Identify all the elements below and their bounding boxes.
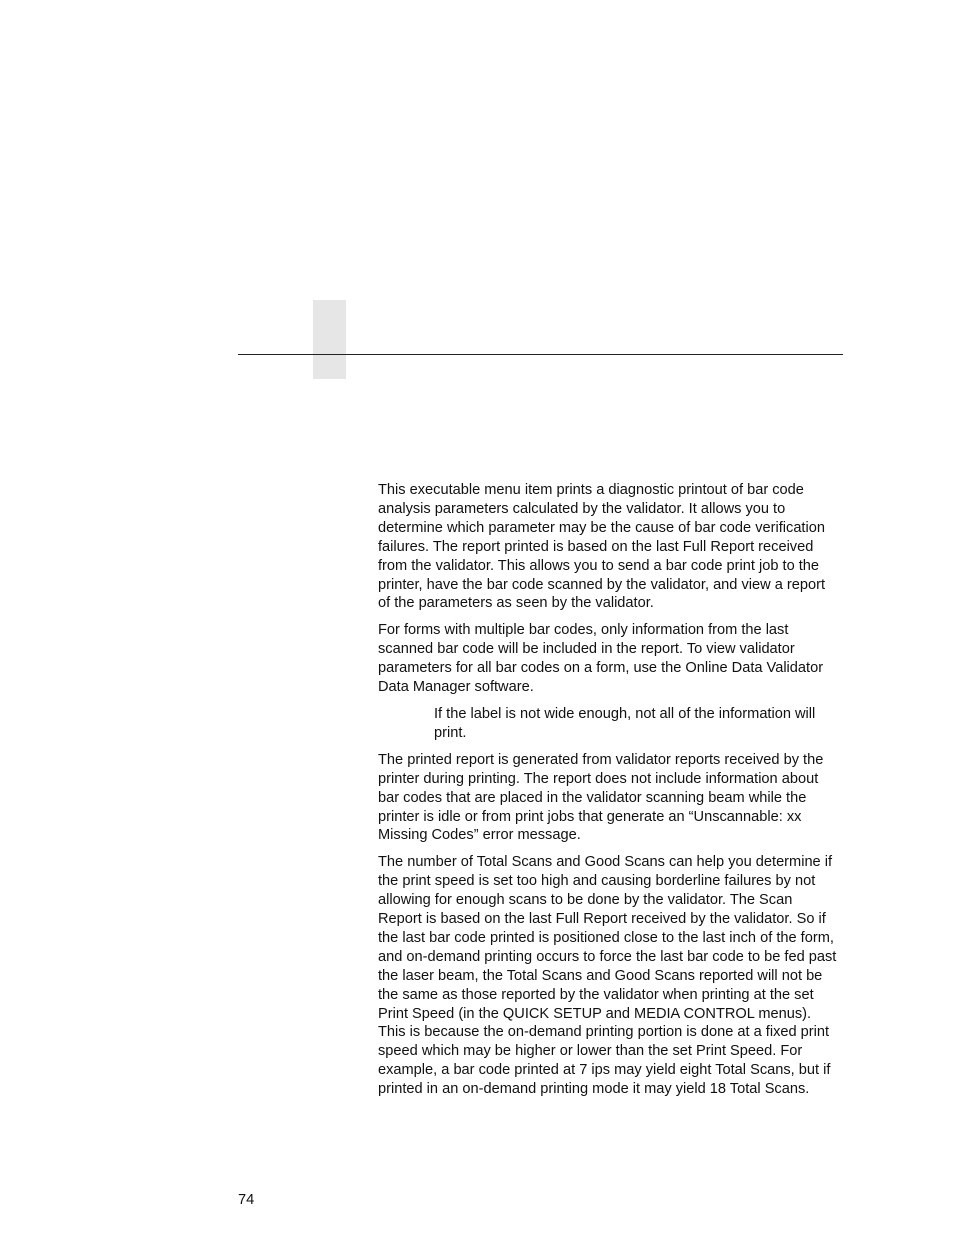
page-number: 74 — [238, 1192, 255, 1208]
paragraph-multiple-bar-codes: For forms with multiple bar codes, only information from the last scanned bar code will be included in the report. To view validator parameters for all bar codes on a form, use the Online Data Validator Data Manager software. — [378, 622, 824, 696]
body-text — [378, 481, 840, 1107]
paragraph-intro: This executable menu item prints a diagnostic printout of bar code analysis parameters calculated by the validator. It allows you to determine which parameter may be the cause of bar code verification failures. The report printed is based on the last Full Report received from the validator. This allows you to send a bar code print job to the printer, have the bar code scanned by the validator, and view a report of the parameters as seen by the validator. — [378, 482, 826, 612]
chapter-tab-marker — [313, 300, 346, 379]
paragraph-total-scans: The number of Total Scans and Good Scans can help you determine if the print speed is set too high and causing borderline failures by not allowing for enough scans to be done by the validator. The Scan Report is based on the last Full Report received by the validator. So if the last bar code printed is positioned close to the last inch of the form, and on-demand printing occurs to force the last bar code to be fed past the laser beam, the Total Scans and Good Scans reported will not be the same as those reported by the validator when printing at the set Print Speed (in the QUICK SETUP and MEDIA CONTROL menus). This is because the on-demand printing portion is done at a fixed print speed which may be higher or lower than the set Print Speed. For example, a bar code printed at 7 ips may yield eight Total Scans, but if printed in an on-demand printing mode it may yield 18 Total Scans. — [378, 854, 837, 1098]
header-rule — [238, 354, 843, 355]
note-text: If the label is not wide enough, not all of the information will print. — [434, 705, 816, 741]
paragraph-report-generation: The printed report is generated from validator reports received by the printer during printing. The report does not include information about bar codes that are placed in the validator scanning beam while the printer is idle or from print jobs that generate an “Unscannable: xx Missing Codes” error message. — [378, 751, 824, 844]
